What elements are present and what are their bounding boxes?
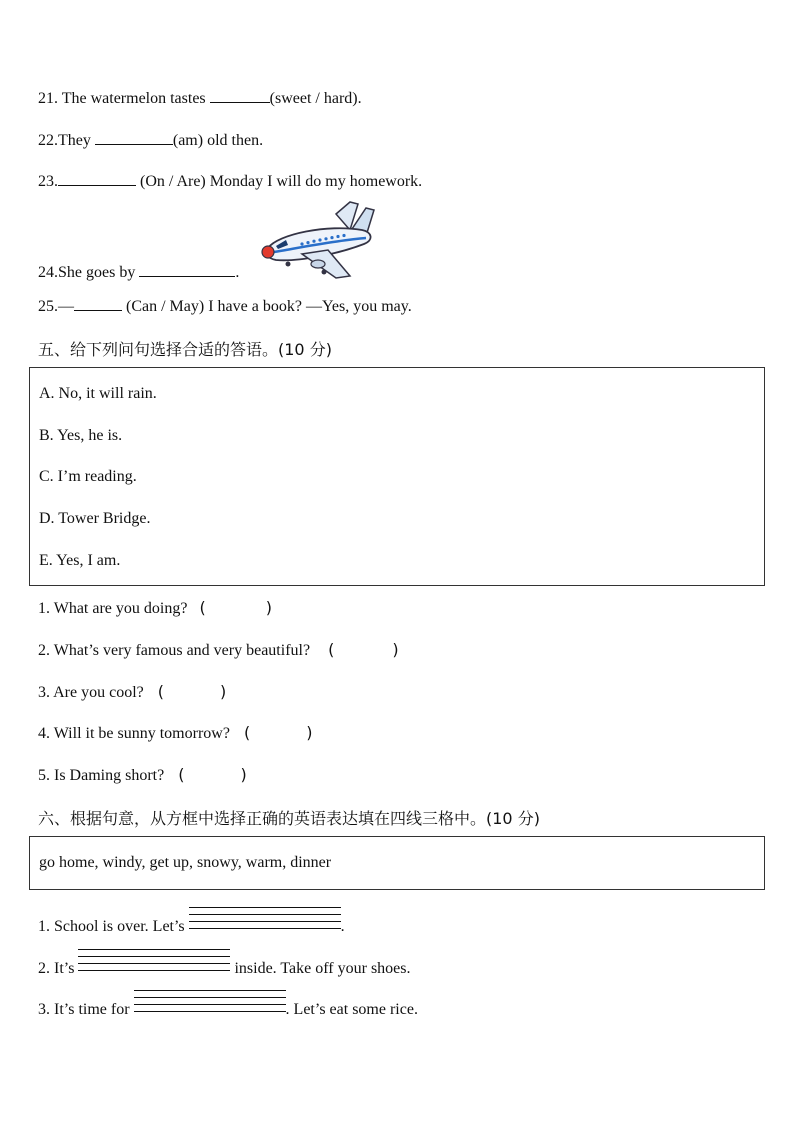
- word-bank-box: [29, 836, 765, 890]
- question-5-5: [38, 765, 247, 786]
- question-6-1: [38, 907, 345, 937]
- question-24-text: 24.She goes by: [38, 264, 140, 281]
- question-22-text: 22.They: [38, 132, 95, 149]
- option-e: E. Yes, I am.: [39, 552, 121, 569]
- question-6-2-end: inside. Take off your shoes.: [230, 960, 411, 977]
- question-22-hint: (am) old then.: [172, 132, 264, 149]
- question-23: [38, 171, 422, 192]
- airplane-image: [258, 200, 378, 280]
- word-bank: go home, windy, get up, snowy, warm, dinner: [39, 854, 332, 871]
- question-5-4: [38, 723, 312, 744]
- question-5-1-text: 1. What are you doing?: [38, 600, 188, 617]
- section-5-heading: 五、给下列问句选择合适的答语。(10 分): [38, 340, 332, 359]
- question-5-1: [38, 598, 272, 619]
- answer-bracket-5-5[interactable]: ( ): [178, 765, 247, 784]
- four-line-grid-3[interactable]: [134, 990, 286, 1018]
- answer-blank-25[interactable]: [74, 296, 122, 311]
- question-22: [38, 130, 263, 151]
- question-25-number: 25.—: [38, 298, 74, 315]
- question-25-text: (Can / May) I have a book? —Yes, you may.: [122, 298, 412, 315]
- question-5-3-text: 3. Are you cool?: [38, 684, 144, 701]
- question-5-3: [38, 682, 226, 703]
- answer-blank-23[interactable]: [58, 171, 136, 186]
- answer-blank-24[interactable]: [139, 262, 235, 277]
- question-6-3-end: . Let’s eat some rice.: [285, 1001, 418, 1018]
- question-24-end: .: [235, 264, 240, 281]
- option-c: C. I’m reading.: [39, 468, 137, 485]
- question-21-hint: (sweet / hard).: [269, 90, 362, 107]
- answer-options-box: [29, 367, 765, 586]
- option-d: D. Tower Bridge.: [39, 510, 151, 527]
- option-b: B. Yes, he is.: [39, 427, 123, 444]
- question-6-1-end: .: [340, 918, 345, 935]
- question-6-3-text: 3. It’s time for: [38, 1001, 134, 1018]
- answer-blank-22[interactable]: [95, 130, 173, 145]
- question-6-1-text: 1. School is over. Let’s: [38, 918, 189, 935]
- question-6-2: [38, 949, 411, 979]
- question-23-hint: (On / Are) Monday I will do my homework.: [136, 173, 423, 190]
- four-line-grid-2[interactable]: [78, 949, 230, 977]
- question-21-number: 21: [38, 90, 54, 107]
- question-21-text: . The watermelon tastes: [54, 90, 210, 107]
- question-5-4-text: 4. Will it be sunny tomorrow?: [38, 725, 230, 742]
- section-6-heading: 六、根据句意，从方框中选择正确的英语表达填在四线三格中。(10 分): [38, 809, 540, 828]
- answer-bracket-5-2[interactable]: ( ): [328, 640, 399, 659]
- question-6-3: [38, 990, 418, 1020]
- option-a: A. No, it will rain.: [39, 385, 157, 402]
- question-6-2-text: 2. It’s: [38, 960, 79, 977]
- question-25: [38, 296, 412, 317]
- answer-bracket-5-4[interactable]: ( ): [243, 723, 313, 742]
- question-5-2: [38, 640, 399, 661]
- question-5-5-text: 5. Is Daming short?: [38, 767, 165, 784]
- question-24: [38, 262, 239, 283]
- question-5-2-text: 2. What’s very famous and very beautiful?: [38, 642, 311, 659]
- answer-bracket-5-1[interactable]: ( ): [199, 598, 272, 617]
- question-23-number: 23.: [38, 173, 58, 190]
- question-21: [38, 88, 362, 109]
- four-line-grid-1[interactable]: [189, 907, 341, 935]
- answer-blank-21[interactable]: [210, 88, 270, 103]
- answer-bracket-5-3[interactable]: ( ): [157, 682, 227, 701]
